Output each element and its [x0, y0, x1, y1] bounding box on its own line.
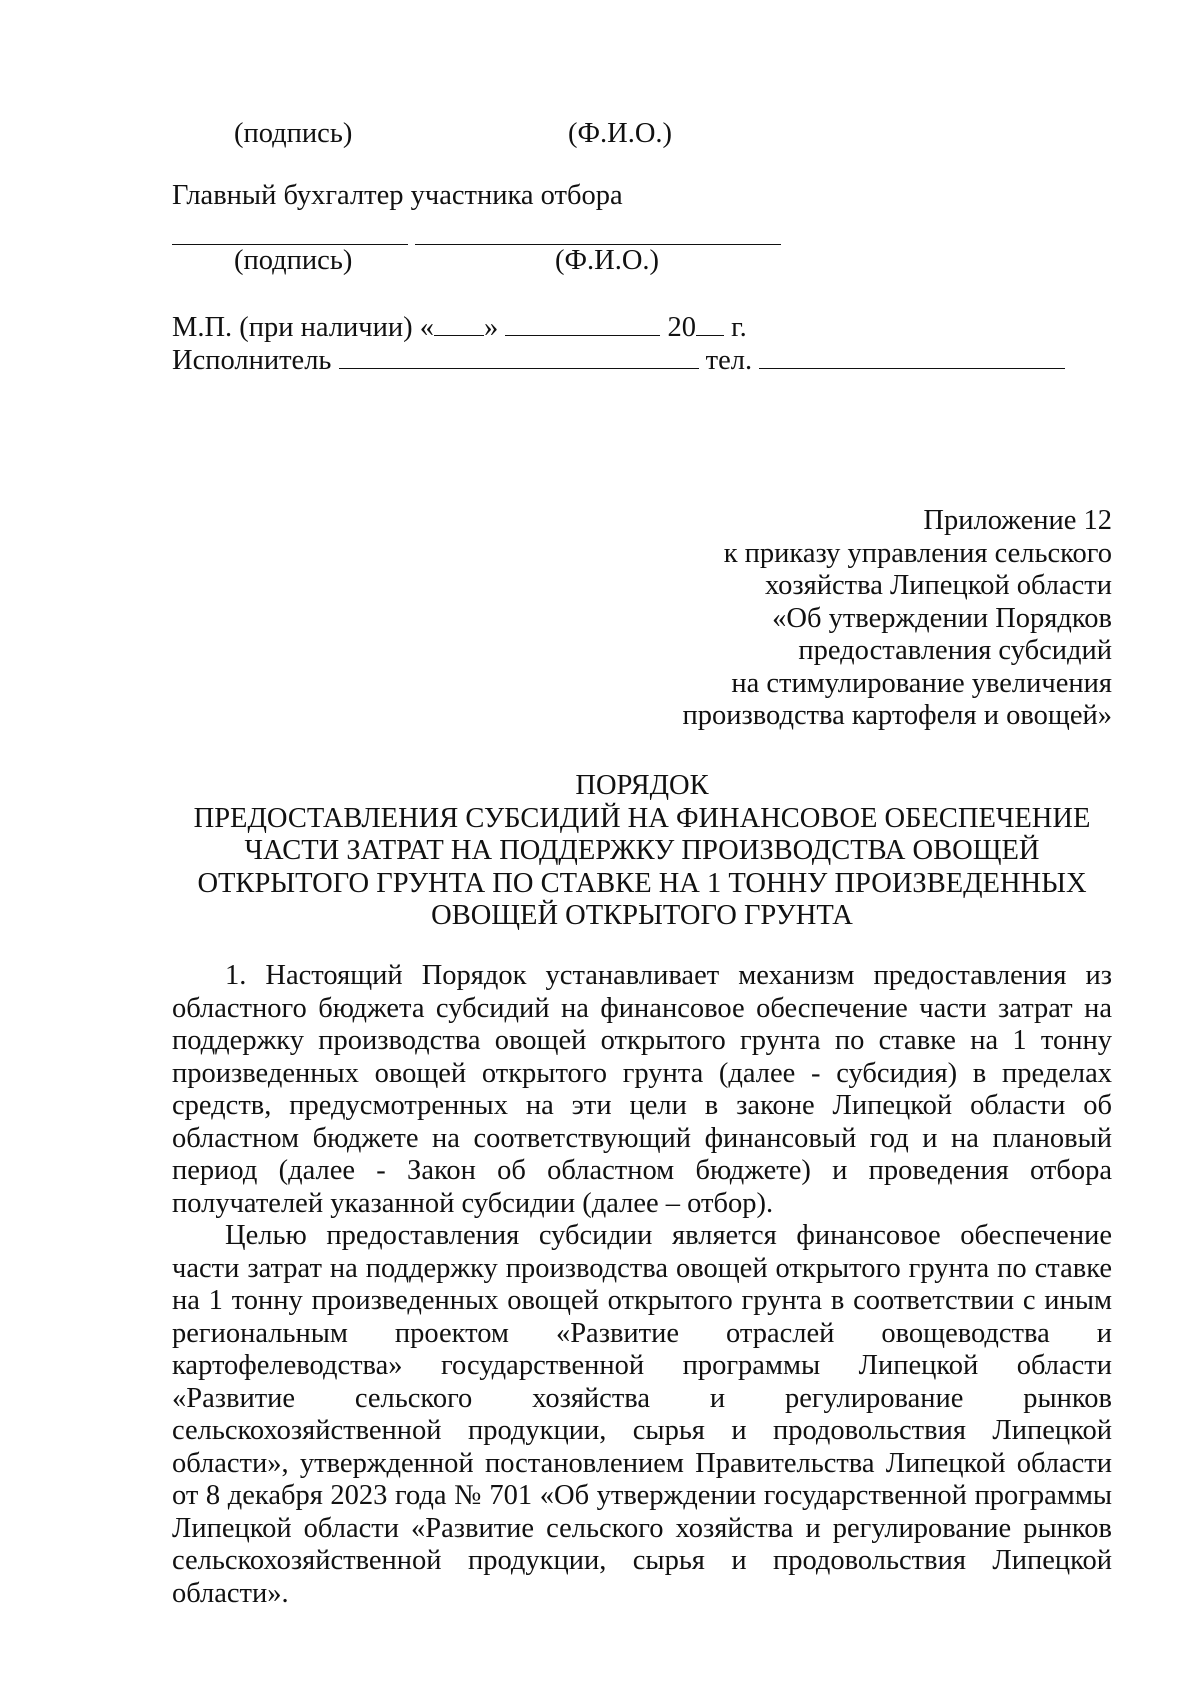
body-paragraph-1: 1. Настоящий Порядок устанавливает механизм предоставления из областного бюджета субсидий на финансовое обеспечение части затрат на поддержку производства овощей открытого грунта по ставке на 1 тонну произведенных овощей открытого грунта (далее - субсидия) в пределах средств, предусмотренных на эти цели в законе Липецкой области об областном бюджете на соответствующий финансовый год и на плановый период (далее - Закон об областном бюджете) и проведения отбора получателей указанной субсидии (далее – отбор). [172, 960, 1112, 1219]
fio-line-2 [415, 218, 781, 245]
phone-line [759, 342, 1065, 369]
appendix-line: к приказу управления сельского [723, 537, 1112, 569]
year-suffix: г. [731, 312, 747, 343]
fio-label-1: (Ф.И.О.) [568, 118, 673, 149]
month-line [505, 309, 660, 336]
body-paragraph-2: Целью предоставления субсидии является финансовое обеспечение части затрат на поддержку производства овощей открытого грунта по ставке на 1 тонну произведенных овощей открытого грунта в соответствии с иным региональным проектом «Развитие отраслей овощеводства и картофелеводства» государственной программы Липецкой области «Развитие сельского хозяйства и регулирование рынков сельскохозяйственной продукции, сырья и продовольствия Липецкой области», утвержденной постановлением Правительства Липецкой области от 8 декабря 2023 года № 701 «Об утверждении государственной программы Липецкой области «Развитие сельского хозяйства и регулирование рынков сельскохозяйственной продукции, сырья и продовольствия Липецкой области». [172, 1220, 1112, 1609]
document-body [172, 960, 1112, 1610]
year-prefix: 20 [667, 312, 696, 343]
appendix-line: хозяйства Липецкой области [764, 570, 1112, 601]
stamp-quote-close: » [484, 312, 499, 343]
fio-label-2: (Ф.И.О.) [555, 245, 660, 276]
chief-accountant-label: Главный бухгалтер участника отбора [172, 180, 623, 211]
executor-row [172, 342, 1065, 378]
appendix-line: Приложение 12 [923, 505, 1112, 536]
heading-line: ПРЕДОСТАВЛЕНИЯ СУБСИДИЙ НА ФИНАНСОВОЕ ОБЕСПЕЧЕНИЕ [193, 802, 1091, 834]
stamp-prefix: М.П. (при наличии) « [172, 312, 434, 343]
signature-label-1: (подпись) [234, 118, 353, 149]
stamp-date-row [172, 309, 747, 345]
signature-label-2: (подпись) [234, 245, 353, 276]
appendix-line: «Об утверждении Порядков [772, 602, 1112, 634]
phone-label: тел. [705, 345, 753, 376]
appendix-block [512, 505, 1112, 733]
document-heading [172, 770, 1112, 933]
heading-line: ЧАСТИ ЗАТРАТ НА ПОДДЕРЖКУ ПРОИЗВОДСТВА ОВОЩЕЙ [244, 835, 1040, 866]
heading-line: ПОРЯДОК [575, 770, 709, 801]
executor-label: Исполнитель [172, 345, 332, 376]
appendix-line: предоставления субсидий [798, 635, 1112, 666]
year-line [696, 309, 724, 336]
appendix-line: производства картофеля и овощей» [682, 700, 1112, 731]
heading-line: ОВОЩЕЙ ОТКРЫТОГО ГРУНТА [431, 900, 853, 931]
signature-line-2 [172, 218, 408, 245]
heading-line: ОТКРЫТОГО ГРУНТА ПО СТАВКЕ НА 1 ТОННУ ПРОИЗВЕДЕННЫХ [197, 867, 1087, 899]
day-line [434, 309, 484, 336]
appendix-line: на стимулирование увеличения [731, 667, 1112, 699]
executor-line [339, 342, 699, 369]
